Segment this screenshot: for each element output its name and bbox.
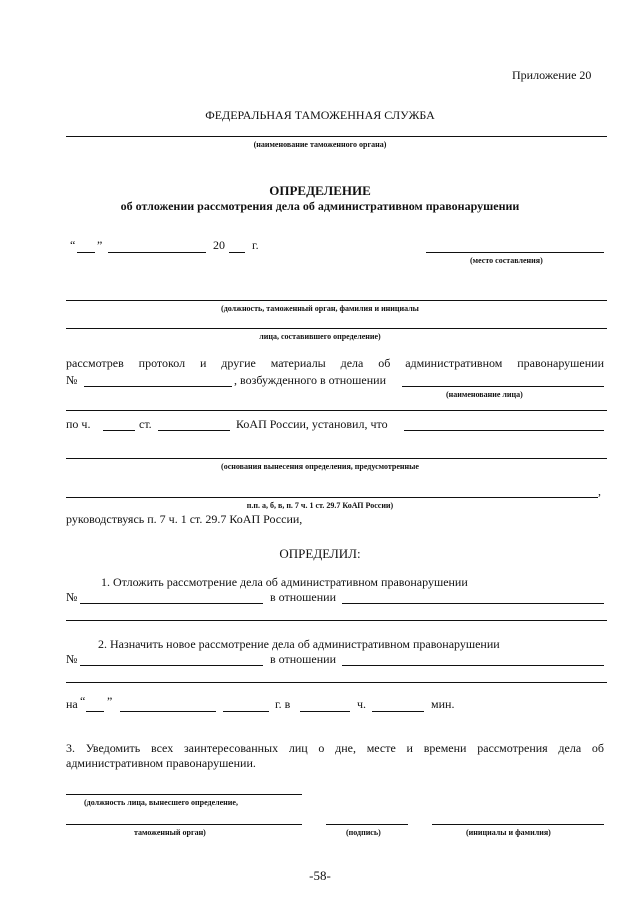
schedule-quote-close: ” — [107, 694, 113, 708]
day-field[interactable] — [77, 252, 95, 253]
part-field[interactable] — [103, 430, 135, 431]
official-line-1[interactable] — [66, 300, 607, 301]
guided-text: руководствуясь п. 7 ч. 1 ст. 29.7 КоАП России, — [66, 512, 303, 526]
agency-caption: (наименование таможенного органа) — [253, 140, 387, 149]
item1-number-sign: № — [66, 590, 78, 604]
position-caption: (должность лица, вынесшего определение, — [84, 798, 238, 807]
case-number-sign: № — [66, 373, 78, 387]
article-label: ст. — [139, 417, 152, 431]
document-subtitle: об отложении рассмотрения дела об административном правонарушении — [120, 199, 520, 213]
item1-continuation-line[interactable] — [66, 620, 607, 621]
customs-caption: таможенный орган) — [134, 828, 206, 837]
date-quote-close: ” — [97, 238, 103, 252]
grounds-line-1[interactable] — [66, 458, 607, 459]
item3-line-1: 3. Уведомить всех заинтересованных лиц о дне, месте и времени рассмотрения дела об — [66, 741, 604, 755]
schedule-minutes-field[interactable] — [372, 711, 424, 712]
item1-text: 1. Отложить рассмотрение дела об административном правонарушении — [101, 575, 468, 589]
page-number: -58- — [309, 868, 331, 883]
schedule-month-field[interactable] — [120, 711, 216, 712]
schedule-year-field[interactable] — [223, 711, 269, 712]
date-quote-open: “ — [70, 238, 76, 252]
signature-line[interactable] — [326, 824, 408, 825]
item1-case-number-field[interactable] — [80, 603, 263, 604]
position-line[interactable] — [66, 794, 302, 795]
year-suffix: г. — [252, 238, 259, 252]
month-field[interactable] — [108, 252, 206, 253]
initials-line[interactable] — [432, 824, 604, 825]
schedule-day-field[interactable] — [86, 711, 104, 712]
year-prefix: 20 — [213, 238, 225, 252]
established-field[interactable] — [404, 430, 604, 431]
schedule-year-label: г. в — [275, 697, 291, 711]
official-caption-2: лица, составившего определение) — [259, 332, 381, 341]
document-title: ОПРЕДЕЛЕНИЕ — [269, 183, 371, 198]
customs-line[interactable] — [66, 824, 302, 825]
place-caption: (место составления) — [470, 256, 543, 265]
body-line-1: рассмотрев протокол и другие материалы дела об административном правонарушении — [66, 356, 604, 370]
case-number-field[interactable] — [84, 386, 232, 387]
schedule-quote-open: “ — [80, 694, 86, 708]
grounds-comma: , — [598, 484, 601, 498]
part-label: по ч. — [66, 417, 91, 431]
decided-heading: ОПРЕДЕЛИЛ: — [279, 546, 361, 561]
item2-text: 2. Назначить новое рассмотрение дела об административном правонарушении — [98, 637, 500, 651]
article-field[interactable] — [158, 430, 230, 431]
initials-caption: (инициалы и фамилия) — [466, 828, 551, 837]
year-field[interactable] — [229, 252, 245, 253]
agency-line[interactable] — [66, 136, 607, 137]
schedule-hours-label: ч. — [357, 697, 367, 711]
initiated-text: , возбужденного в отношении — [234, 373, 387, 387]
agency-name: ФЕДЕРАЛЬНАЯ ТАМОЖЕННАЯ СЛУЖБА — [205, 108, 435, 122]
item1-regarding: в отношении — [270, 590, 337, 604]
grounds-line-2[interactable] — [66, 497, 598, 498]
item2-continuation-line[interactable] — [66, 682, 607, 683]
item3-line-2: административном правонарушении. — [66, 756, 256, 770]
official-caption-1: (должность, таможенный орган, фамилия и инициалы — [221, 304, 419, 313]
item2-person-field[interactable] — [342, 665, 604, 666]
grounds-caption-1: (основания вынесения определения, предусмотренные — [221, 462, 419, 471]
person-continuation-line[interactable] — [66, 410, 607, 411]
appendix-label: Приложение 20 — [512, 68, 592, 82]
person-caption: (наименование лица) — [446, 390, 523, 399]
item2-case-number-field[interactable] — [80, 665, 263, 666]
person-field[interactable] — [402, 386, 604, 387]
schedule-on: на — [66, 697, 78, 711]
place-field[interactable] — [426, 252, 604, 253]
official-line-2[interactable] — [66, 328, 607, 329]
signature-caption: (подпись) — [346, 828, 381, 837]
schedule-minutes-label: мин. — [431, 697, 455, 711]
koap-established: КоАП России, установил, что — [236, 417, 388, 431]
item2-number-sign: № — [66, 652, 78, 666]
grounds-caption-2: п.п. а, б, в, п. 7 ч. 1 ст. 29.7 КоАП России) — [246, 501, 394, 510]
schedule-hours-field[interactable] — [300, 711, 350, 712]
item2-regarding: в отношении — [270, 652, 337, 666]
item1-person-field[interactable] — [342, 603, 604, 604]
